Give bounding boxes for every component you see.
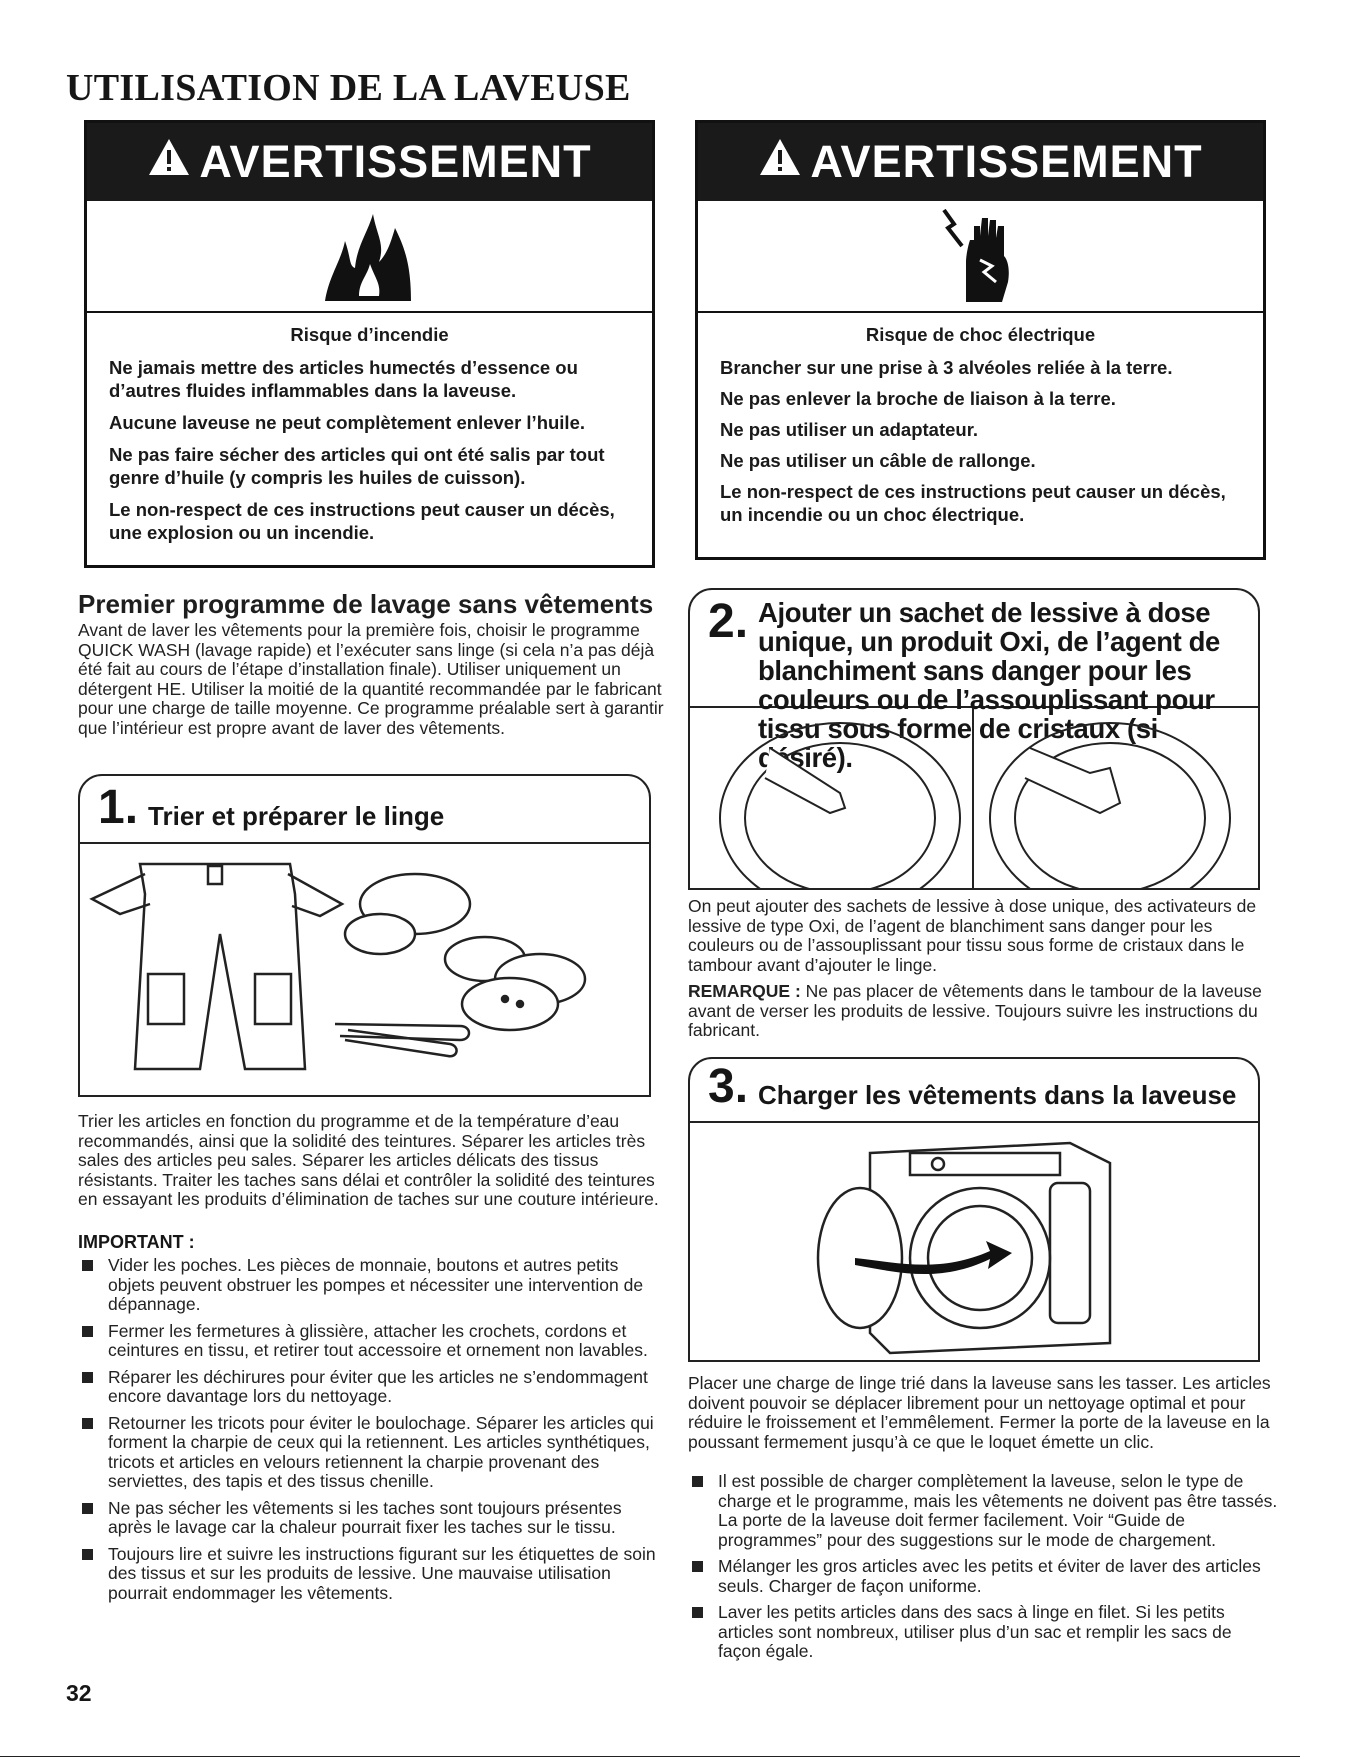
section-heading: Premier programme de lavage sans vêtements <box>78 589 654 619</box>
bullet-square-icon <box>82 1503 93 1514</box>
warning-line: Ne pas utiliser un adaptateur. <box>720 419 979 440</box>
bottom-rule <box>0 1756 1300 1757</box>
bullet-square-icon <box>82 1418 93 1429</box>
warning-line: Ne pas faire sécher des articles qui ont été salis par tout genre d’huile (y compris les huiles de cuisson). <box>109 444 605 488</box>
safety-pins-icon <box>335 1024 469 1056</box>
note-label: REMARQUE : <box>688 981 801 1001</box>
step-3-panel <box>688 1057 1260 1362</box>
important-list <box>78 1256 668 1610</box>
step-title: Ajouter un sachet de lessive à dose unique, un produit Oxi, de l’agent de blanchiment sans danger pour les couleurs ou de l’assouplissant pour tissu sous forme de cristaux (si désiré). <box>758 597 1220 773</box>
coins-icon <box>345 874 470 954</box>
shock-warning-box <box>695 120 1266 560</box>
note-paragraph <box>688 982 1268 1041</box>
bullet-square-icon <box>692 1607 703 1618</box>
warning-line: Brancher sur une prise à 3 alvéoles reliée à la terre. <box>720 357 1173 378</box>
list-item: Fermer les fermetures à glissière, attacher les crochets, cordons et ceintures en tissu, et retirer tout accessoire et ornement non lavables. <box>78 1322 668 1361</box>
step-1-text: Trier les articles en fonction du programme et de la température d’eau recommandés, ainsi que la solidité des teintures. Séparer les articles très sales des articles peu sales. Séparer les articles délicats des tissus résistants. Traiter les taches sans délai et contrôler la solidité des teintures en essayant les produits d’élimination de taches sur une couture intérieure. <box>78 1111 659 1209</box>
step-3-text: Placer une charge de linge trié dans la laveuse sans les tasser. Les articles doivent pouvoir se déplacer librement pour un nettoyage optimal et pour réduire le froissement et l’emmêlement. Fermer la porte de la laveuse en la poussant fermement jusqu’à ce que le loquet émette un clic. <box>688 1373 1271 1452</box>
list-item: Toujours lire et suivre les instructions figurant sur les étiquettes de soin des tissus et sur les produits de lessive. Une mauvaise utilisation pourrait endommager les vêtements. <box>78 1545 668 1604</box>
list-item: Ne pas sécher les vêtements si les taches sont toujours présentes après le lavage car la chaleur pourrait fixer les taches sur le tissu. <box>78 1499 668 1538</box>
warning-triangle-icon <box>758 136 802 188</box>
detergent-in-drum-illustration <box>690 708 1258 888</box>
bullet-square-icon <box>82 1549 93 1560</box>
page-title: UTILISATION DE LA LAVEUSE <box>66 67 631 109</box>
warning-header <box>87 123 652 201</box>
warning-header <box>698 123 1263 201</box>
step-2-text: On peut ajouter des sachets de lessive à dose unique, des activateurs de lessive de type Oxi, de l’agent de blanchiment sans danger pour les couleurs ou de l’assouplissant pour tissu sous forme de cristaux dans le tambour avant d’ajouter le linge. <box>688 896 1257 975</box>
buttons-icon <box>445 937 585 1030</box>
fire-warning-box <box>84 120 655 568</box>
list-item: Mélanger les gros articles avec les petits et éviter de laver des articles seuls. Charger de façon uniforme. <box>688 1557 1278 1596</box>
step-number: 1. <box>98 781 139 834</box>
warning-line: Le non-respect de ces instructions peut causer un décès, un incendie ou un choc électrique. <box>720 481 1226 525</box>
warning-line: Ne jamais mettre des articles humectés d’essence ou d’autres fluides inflammables dans la laveuse. <box>109 357 578 401</box>
hand-icon <box>1025 748 1120 813</box>
bullet-square-icon <box>82 1260 93 1271</box>
bullet-square-icon <box>82 1326 93 1337</box>
fire-icon <box>87 201 652 313</box>
step-title: Trier et préparer le linge <box>148 801 445 831</box>
warning-triangle-icon <box>147 136 191 188</box>
list-item: Laver les petits articles dans des sacs à linge en filet. Si les petits articles sont nombreux, utiliser plus d’un sac et remplir les sacs de façon égale. <box>688 1603 1278 1662</box>
step-3-list <box>688 1472 1278 1669</box>
step-number: 2. <box>708 595 749 648</box>
step-title: Charger les vêtements dans la laveuse <box>758 1080 1237 1110</box>
warning-line: Ne pas enlever la broche de liaison à la terre. <box>720 388 1116 409</box>
intro-paragraph: Avant de laver les vêtements pour la première fois, choisir le programme QUICK WASH (lavage rapide) et l’exécuter sans linge (si cela n’a pas déjà été fait au cours de l’étape d’installation finale). Utiliser uniquement un détergent HE. Utiliser la moitié de la quantité recommandée par le fabricant pour une charge de taille moyenne. Ce programme préalable sert à garantir que l’intérieur est propre avant de laver des vêtements. <box>78 620 664 738</box>
warning-line: Le non-respect de ces instructions peut causer un décès, une explosion ou un incendie. <box>109 499 615 543</box>
list-item: Il est possible de charger complètement la laveuse, selon le type de charge et le programme, mais les vêtements ne doivent pas être tassés. La porte de la laveuse doit fermer facilement. Voir “Guide de programmes” pour des suggestions sur le mode de chargement. <box>688 1472 1278 1550</box>
step-number: 3. <box>708 1060 749 1113</box>
list-item: Vider les poches. Les pièces de monnaie, boutons et autres petits objets peuvent obstruer les pompes et nécessiter une intervention de dépannage. <box>78 1256 668 1315</box>
bullet-square-icon <box>692 1561 703 1572</box>
electric-shock-hand-icon <box>698 201 1263 313</box>
list-item: Retourner les tricots pour éviter le boulochage. Séparer les articles qui forment la charpie de ceux qui la retiennent. Les articles synthétiques, tricots et articles en velours retiennent la charpie provenant des serviettes, des tapis et des tissus chenille. <box>78 1414 668 1492</box>
risk-title: Risque de choc électrique <box>865 324 1096 345</box>
washer-loading-illustration <box>690 1123 1258 1360</box>
step-2-panel <box>688 588 1260 890</box>
important-label: IMPORTANT : <box>78 1232 195 1252</box>
step-1-panel <box>78 774 651 1097</box>
warning-line: Ne pas utiliser un câble de rallonge. <box>720 450 1036 471</box>
sorting-illustration <box>80 844 649 1095</box>
warning-line: Aucune laveuse ne peut complètement enlever l’huile. <box>109 412 586 433</box>
hand-icon <box>765 748 845 813</box>
pants-icon <box>92 864 342 1069</box>
washer-icon <box>818 1143 1110 1353</box>
warning-header-text: AVERTISSEMENT <box>810 136 1203 187</box>
warning-header-text: AVERTISSEMENT <box>199 136 592 187</box>
bullet-square-icon <box>82 1372 93 1383</box>
note-text: Ne pas placer de vêtements dans le tambour de la laveuse avant de verser les produits de lessive. Toujours suivre les instructions du fabricant. <box>688 981 1262 1040</box>
list-item: Réparer les déchirures pour éviter que les articles ne s’endommagent encore davantage lors du nettoyage. <box>78 1368 668 1407</box>
bullet-square-icon <box>692 1476 703 1487</box>
risk-title: Risque d’incendie <box>290 324 449 345</box>
page-number: 32 <box>66 1680 92 1706</box>
